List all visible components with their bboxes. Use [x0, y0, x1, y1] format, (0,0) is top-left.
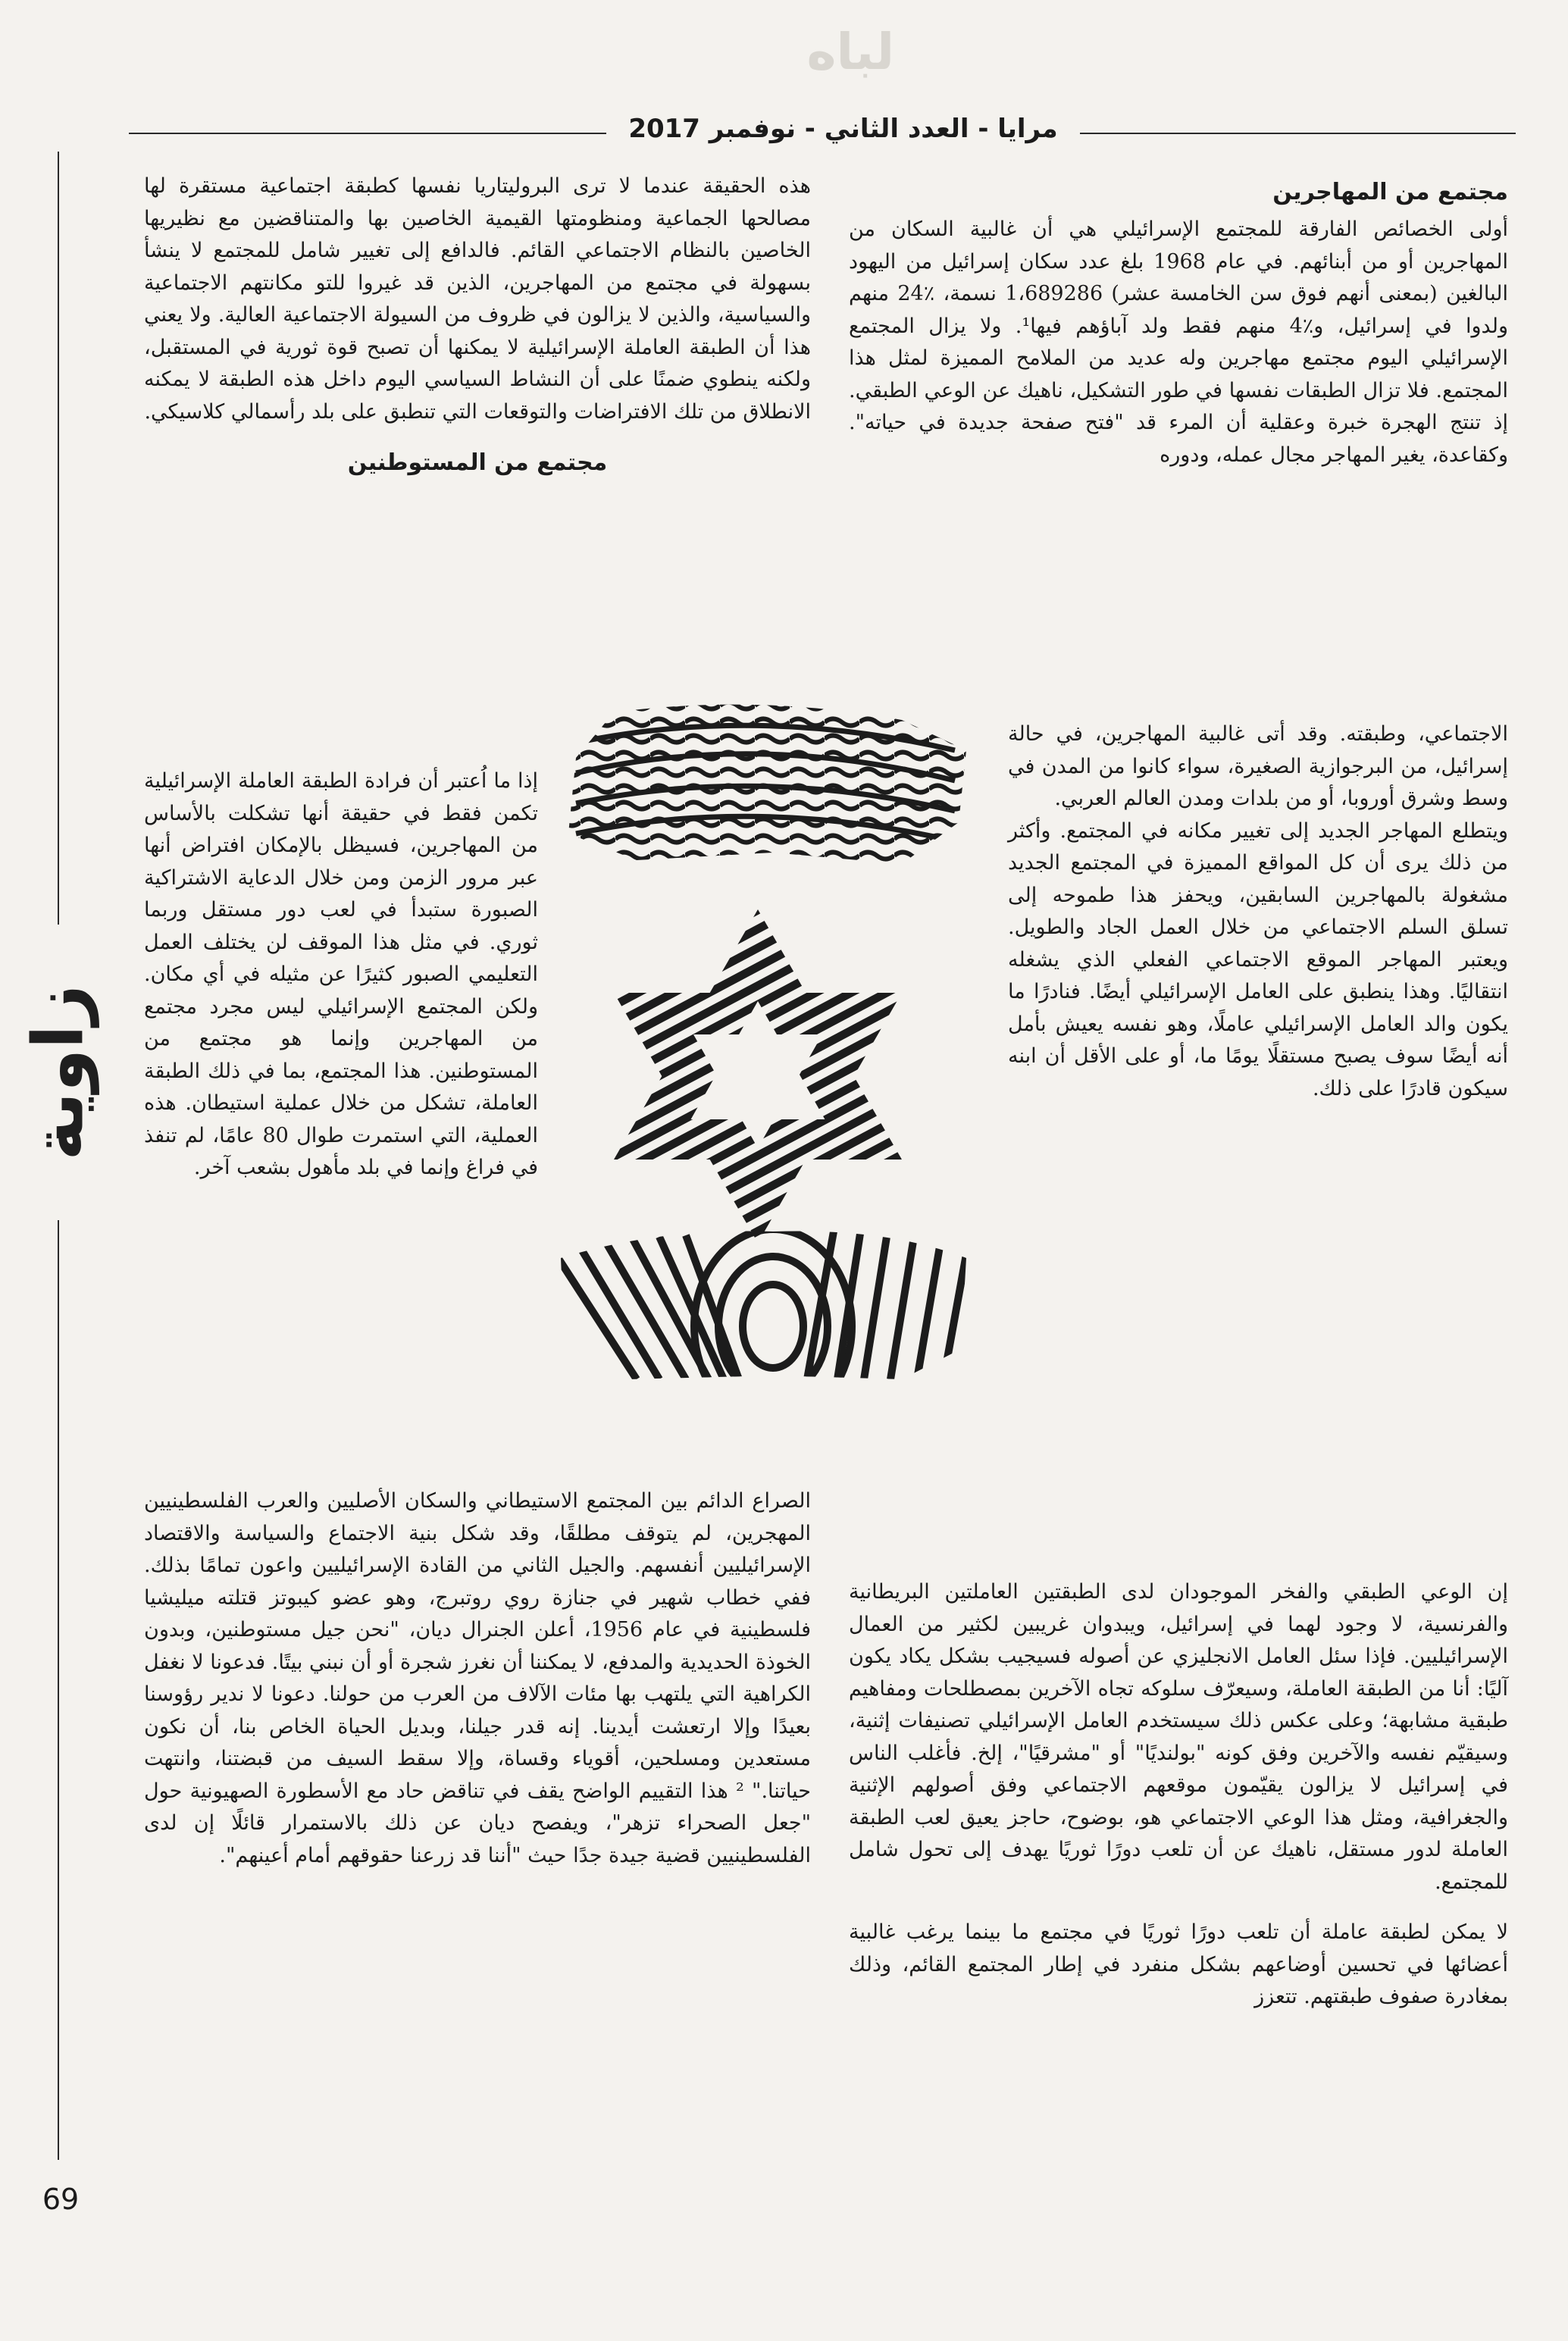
section-label-text: زاوية [17, 984, 99, 1161]
side-rule-bottom [58, 1220, 59, 2160]
star-of-david [614, 909, 902, 1243]
paragraph: أولى الخصائص الفارقة للمجتمع الإسرائيلي هي أن غالبية السكان من المهاجرين أو من أبنائهم. في عام 1968 بلغ عدد سكان إسرائيل من اليهود البالغين (بمعنى أنهم فوق سن الخامسة عشر) 1،689286 نسمة، ٪24 منهم ولدوا في إسرائيل، و٪4 منهم فقط ولد آباؤهم فيها¹. ولا يزال المجتمع الإسرائيلي اليوم مجتمع مهاجرين وله عديد من الملامح المميزة لمثل هذا المجتمع. فلا تزال الطبقات نفسها في طور التشكيل، ناهيك عن الوعي الطبقي. إذ تنتج الهجرة خبرة وعقلية أن المرء قد "فتح صفحة جديدة في حياته". وكقاعدة، يغير المهاجر مجال عمله، ودوره [849, 218, 1508, 467]
section-heading-settlers: مجتمع من المستوطنين [347, 449, 608, 476]
paragraph: لا يمكن لطبقة عاملة أن تلعب دورًا ثوريًا في مجتمع ما بينما يرغب غالبية أعضائها في تحسين أوضاعهم بشكل منفرد في إطار المجتمع القائم، وذلك بمغادرة صفوف طبقتهم. تتعزز [849, 1920, 1508, 2008]
left-column-top [144, 171, 811, 484]
bottom-stripe [553, 1229, 966, 1394]
running-header: مرايا - العدد الثاني - نوفمبر 2017 [628, 114, 1058, 144]
paragraph: ويتطلع المهاجر الجديد إلى تغيير مكانه في المجتمع. وأكثر من ذلك يرى أن كل المواقع المميزة في المجتمع الجديد مشغولة بالمهاجرين السابقين، ويحفز هذا طموحه إلى تسلق السلم الاجتماعي من خلال العمل الجاد والطويل. ويعتبر المهاجر الموقع الاجتماعي الفعلي الذي يشغله انتقاليًا. وهذا ينطبق على العامل الإسرائيلي أيضًا. فنادرًا ما يكون والد العامل الإسرائيلي عاملًا، وهو نفسه يعيش بأمل أنه أيضًا سوف يصبح مستقلًا يومًا ما، أو على الأقل أن ابنه سيكون قادرًا على ذلك. [1008, 818, 1508, 1100]
right-column-top [849, 176, 1508, 471]
header-rule-left [129, 133, 606, 134]
section-heading-immigrants: مجتمع من المهاجرين [1272, 179, 1508, 205]
section-label [17, 947, 100, 1197]
left-column-wrap [144, 765, 538, 1185]
side-rule-top [58, 152, 59, 925]
header-rule-right [1080, 133, 1516, 134]
page-number: 69 [42, 2183, 80, 2216]
fingerprint-flag-figure [546, 697, 970, 1394]
paragraph: الصراع الدائم بين المجتمع الاستيطاني والسكان الأصليين والعرب الفلسطينيين المهجرين، لم يتوقف مطلقًا، وقد شكل بنية الاجتماع والسياسة والاقتصاد الإسرائيليين أنفسهم. والجيل الثاني من القادة الإسرائيليين واعون تمامًا بذلك. ففي خطاب شهير في جنازة روي روتبرج، وهو عضو كيبوتز قتلته ميليشيا فلسطينية في عام 1956، أعلن الجنرال ديان، "نحن جيل مستوطنين، وبدون الخوذة الحديدية والمدفع، لا يمكننا أن نغرز شجرة أو أن نبني بيتًا. فدعونا لا نغفل الكراهية التي يلتهب بها مئات الآلاف من العرب من حولنا. دعونا لا ندير رؤوسنا بعيدًا وإلا ارتعشت أيدينا. إنه قدر جيلنا، وبديل الحياة الخاص بنا، أن نكون مستعدين ومسلحين، أقوياء وقساة، وإلا سقط السيف من قبضتنا، وانتهت حياتنا." ² هذا التقييم الواضح يقف في تناقض حاد مع الأسطورة الصهيونية حول "جعل الصحراء تزهر"، ويفصح ديان عن ذلك بالاستمرار قائلًا إن لدى الفلسطينيين قضية جيدة جدًا حيث "أننا قد زرعنا حقوقهم أمام أعينهم". [144, 1489, 811, 1867]
right-column-wrap [1008, 718, 1508, 1105]
paragraph: إذا ما اُعتبر أن فرادة الطبقة العاملة الإسرائيلية تكمن فقط في حقيقة أنها تشكلت بالأساس من المهاجرين، فسيظل بالإمكان افتراض أنها عبر مرور الزمن ومن خلال الدعاية الاشتراكية الصبورة ستبدأ في لعب دور مستقل وربما ثوري. في مثل هذا الموقف لن يختلف العمل التعليمي الصبور كثيرًا عن مثيله في أي مكان. ولكن المجتمع الإسرائيلي ليس مجرد مجتمع من المهاجرين وإنما هو مجتمع من المستوطنين. هذا المجتمع، بما في ذلك الطبقة العاملة، تشكل من خلال عملية استيطان. هذه العملية، التي استمرت طوال 80 عامًا، لم تنفذ في فراغ وإنما في بلد مأهول بشعب آخر. [144, 769, 538, 1179]
paragraph: الاجتماعي، وطبقته. وقد أتى غالبية المهاجرين، في حالة إسرائيل، من البرجوازية الصغيرة، سواء كانوا من المدن في وسط وشرق أوروبا، أو من بلدات ومدن العالم العربي. [1008, 722, 1508, 810]
paragraph: إن الوعي الطبقي والفخر الموجودان لدى الطبقتين العاملتين البريطانية والفرنسية، لا وجود لهما في إسرائيل، ويبدوان غريبين لكثير من العمال الإسرائيليين. فإذا سئل العامل الانجليزي عن أصوله فسيجيب بشكل يكاد يكون آليًا: أنا من الطبقة العاملة، وسيعرّف سلوكه تجاه الآخرين بمصطلحات ومفاهيم طبقية مشابهة؛ وعلى عكس ذلك سيستخدم العامل الإسرائيلي تصنيفات إثنية، وسيقيّم نفسه والآخرين وفق كونه "بولنديًا" أو "مشرقيًا"، إلخ. فأغلب الناس في إسرائيل لا يزالون يقيّمون موقعهم الاجتماعي وفق أصولهم الإثنية والجغرافية، ومثل هذا الوعي الاجتماعي هو، بوضوح، حاجز يعيق لعب الطبقة العاملة لدور مستقل، ناهيك عن أن تلعب دورًا ثوريًا يهدف إلى تحول شامل للمجتمع. [849, 1580, 1508, 1894]
top-stripe [546, 697, 970, 879]
paragraph: هذه الحقيقة عندما لا ترى البروليتاريا نفسها كطبقة اجتماعية مستقرة لها مصالحها الجماعية ومنظومتها القيمية الخاصين بها والمتناقضين مع نظيريها الخاصين بالنظام الاجتماعي القائم. فالدافع إلى تغيير شامل للمجتمع لا ينشأ بسهولة في مجتمع من المهاجرين، الذين قد غيروا للتو مكانتهم الاجتماعية والسياسية، والذين لا يزالون في ظروف من السيولة الاجتماعية العالية. ولا يعني هذا أن الطبقة العاملة الإسرائيلية لا يمكنها أن تصبح قوة ثورية في المستقبل، ولكنه ينطوي ضمنًا على أن النشاط السياسي اليوم داخل هذه الطبقة لا يمكنه الانطلاق من تلك الافتراضات والتوقعات التي تنطبق على بلد رأسمالي كلاسيكي. [144, 174, 811, 424]
left-column-bottom [144, 1485, 811, 1872]
show-through-text: لباه [806, 23, 894, 81]
fingerprint-flag-illustration [546, 697, 970, 1394]
right-column-bottom [849, 1576, 1508, 2014]
